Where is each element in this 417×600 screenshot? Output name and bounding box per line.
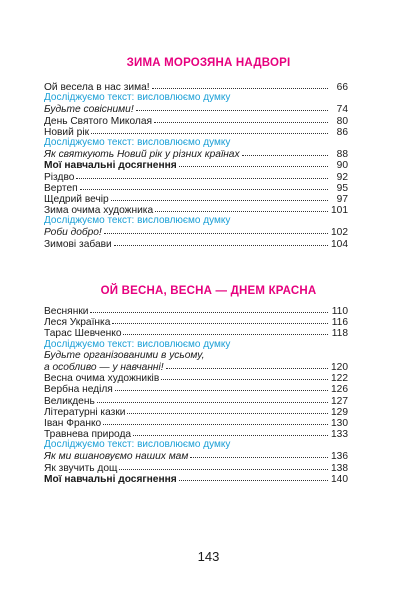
- toc-leader-dots: [161, 371, 328, 380]
- toc-entry-label: Досліджуємо текст: висловлюємо думку: [44, 338, 231, 350]
- toc-entry-page: 110: [331, 306, 348, 317]
- toc-entry: [44, 204, 348, 215]
- toc-entry: [44, 473, 348, 484]
- toc-entry: [44, 327, 348, 338]
- toc-entry-label: Як святкують Новий рік у різних країнах: [44, 149, 240, 161]
- toc-entry-page: 120: [331, 361, 348, 373]
- toc-leader-dots: [242, 147, 328, 156]
- toc-entry-label: Леся Українка: [44, 317, 111, 329]
- toc-entry: [44, 238, 348, 249]
- toc-entry-page: 101: [331, 205, 348, 217]
- toc-leader-dots: [154, 114, 328, 123]
- toc-leader-dots: [115, 382, 328, 391]
- toc-leader-dots: [97, 394, 328, 403]
- toc-entry-label: Весна очима художників: [44, 373, 160, 385]
- toc-entry-label: Мої навчальні досягнення: [44, 160, 177, 172]
- toc-entry-page: 116: [331, 317, 348, 329]
- toc-entry-page: 127: [331, 395, 348, 407]
- toc-entry-page: 118: [331, 328, 348, 340]
- toc-entry-page: 88: [336, 149, 348, 161]
- toc-entry-label: Досліджуємо текст: висловлюємо думку: [44, 439, 231, 451]
- section-title-spring: ОЙ ВЕСНА, ВЕСНА — ДНЕМ КРАСНА: [100, 285, 317, 297]
- toc-leader-dots: [136, 102, 328, 111]
- toc-entry-label: Досліджуємо текст: висловлюємо думку: [44, 215, 231, 227]
- toc-entry-label: Зима очима художника: [44, 205, 154, 217]
- toc-leader-dots: [119, 461, 328, 470]
- toc-leader-dots: [190, 449, 328, 458]
- toc-leader-dots: [152, 80, 328, 89]
- section-title-winter: ЗИМА МОРОЗЯНА НАДВОРІ: [126, 57, 291, 69]
- toc-entry-page: 92: [336, 171, 348, 183]
- toc-leader-dots: [111, 192, 328, 201]
- toc-leader-dots: [112, 315, 328, 324]
- toc-leader-dots: [114, 237, 328, 246]
- toc-entry-page: 129: [331, 406, 348, 418]
- toc-list-winter: [44, 81, 348, 249]
- toc-entry-page: 130: [331, 417, 348, 429]
- toc-entry-page: 102: [331, 227, 348, 239]
- toc-entry-page: 80: [336, 115, 348, 127]
- toc-entry-label: Ой весела в нас зима!: [44, 82, 150, 93]
- toc-entry-label: Роби добро!: [44, 227, 102, 239]
- toc-entry-page: 104: [331, 238, 348, 250]
- toc-entry-label: Тарас Шевченко: [44, 328, 122, 340]
- toc-leader-dots: [76, 170, 328, 179]
- toc-leader-dots: [127, 405, 328, 414]
- toc-leader-dots: [166, 360, 328, 369]
- toc-entry-page: 136: [331, 451, 348, 463]
- toc-entry-page: 138: [331, 462, 348, 474]
- toc-leader-dots: [123, 326, 328, 335]
- toc-entry-page: 95: [336, 182, 348, 194]
- toc-leader-dots: [91, 125, 328, 134]
- toc-entry-label: Новий рік: [44, 126, 90, 138]
- toc-leader-dots: [103, 416, 328, 425]
- toc-leader-dots: [155, 203, 328, 212]
- toc-entry-page: 122: [331, 373, 348, 385]
- toc-entry-label: Мої навчальні досягнення: [44, 473, 177, 485]
- toc-entry-label: Досліджуємо текст: висловлюємо думку: [44, 92, 231, 104]
- toc-entry-page: 86: [336, 126, 348, 138]
- toc-entry-label: Зимові забави: [44, 238, 112, 250]
- toc-entry-page: 66: [336, 82, 348, 93]
- toc-entry: [44, 81, 348, 92]
- toc-leader-dots: [90, 304, 328, 313]
- toc-entry-page: 133: [331, 429, 348, 441]
- toc-entry-page: 140: [331, 473, 348, 485]
- toc-entry-page: 74: [336, 104, 348, 116]
- toc-entry-label: Будьте совісними!: [44, 104, 134, 116]
- toc-entry-page: 126: [331, 384, 348, 396]
- toc-leader-dots: [133, 427, 328, 436]
- toc-entry: [44, 428, 348, 439]
- toc-entry-label: Іван Франко: [44, 417, 102, 429]
- toc-entry: [44, 126, 348, 137]
- toc-leader-dots: [80, 181, 328, 190]
- toc-leader-dots: [104, 225, 328, 234]
- toc-entry-label: Травнева природа: [44, 429, 132, 441]
- toc-leader-dots: [179, 158, 328, 167]
- toc-entry-label: Різдво: [44, 171, 75, 183]
- toc-entry-label: Досліджуємо текст: висловлюємо думку: [44, 136, 231, 148]
- toc-leader-dots: [179, 472, 328, 481]
- toc-entry-label: Великдень: [44, 395, 95, 407]
- toc-entry-label: а особливо — у навчанні!: [44, 361, 164, 373]
- toc-entry-label: День Святого Миколая: [44, 115, 153, 127]
- toc-entry-label: Вербна неділя: [44, 384, 113, 396]
- toc-entry-label: Як звучить дощ: [44, 462, 118, 474]
- toc-entry-page: 97: [336, 193, 348, 205]
- page-number: 143: [197, 549, 220, 564]
- toc-entry: [44, 339, 348, 350]
- toc-entry-label: Літературні казки: [44, 406, 126, 418]
- toc-entry-label: Веснянки: [44, 306, 89, 317]
- toc-entry-label: Будьте організованими в усьому,: [44, 349, 205, 361]
- toc-list-spring: [44, 305, 348, 484]
- toc-entry-page: 90: [336, 160, 348, 172]
- toc-entry-label: Вертеп: [44, 182, 78, 194]
- toc-entry-label: Як ми вшановуємо наших мам: [44, 451, 189, 463]
- toc-entry-label: Щедрий вечір: [44, 193, 109, 205]
